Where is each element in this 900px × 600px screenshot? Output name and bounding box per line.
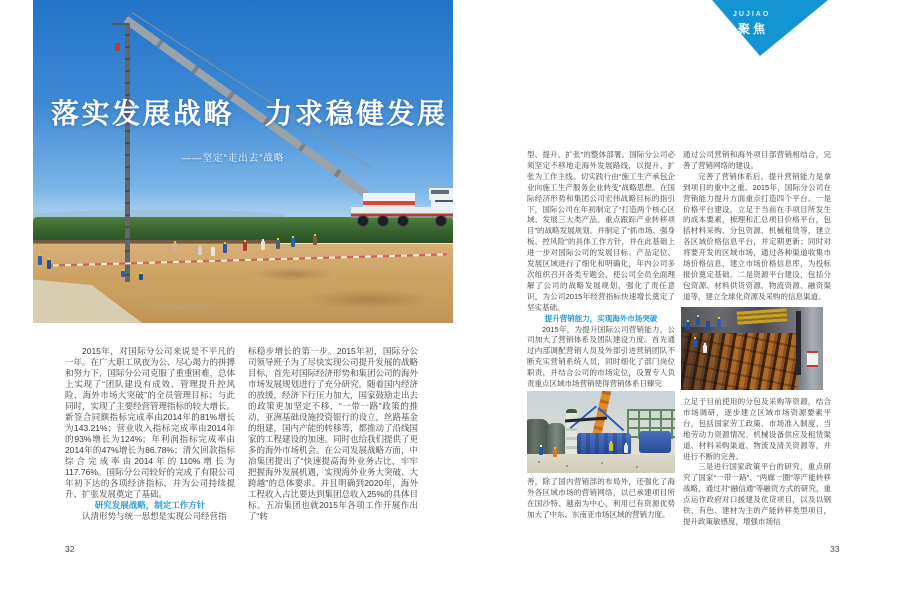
page-number-33: 33 [830,544,840,554]
mast-arm [112,23,130,25]
article-headline: 落实发展战略 力求稳健发展 [51,98,448,129]
photo-crane-lifting-equipment [527,391,675,473]
worker-figure [243,242,247,251]
body-paragraph: 2015年，为提升国际公司营销能力，公司加大了营销体系及团队建设力度。首先通过内部调配营销人员及外部引进营销团队不断充实营销系统人员，同时细化了部门岗位职责，并结合公司的市场定位，设置专人负责重点区域市场营销使得营销体系日臻完 [527,324,675,389]
worker-figure [686,322,690,330]
worker-figure [696,317,700,325]
safety-sign [807,351,818,367]
tarp-folds [577,433,631,455]
page32-column-2 [248,346,418,522]
worker-figure [706,321,710,329]
body-paragraph: 标稳步增长的第一步。2015年初，国际分公司领导班子为了尽快实现公司提升发展的战略目标，首先对国际经济形势和集团公司的海外市场发展规划进行了充分研究。随着国内经济的放缓，经济下行压力加大，国家鼓励走出去的政策更加坚定不移，“一带一路”政策的推动，亚洲基础设施投资银行的设立，丝路基金的组建，国内产能的转移等，都推动了沿线国家的工程建设的加速。同时也给我们提供了更多的海外市场机会。在公司发展战略方面，中冶集团提出了“快速提高海外业务占比，牢牢把握海外发展机遇，实现海外业务大突破、大跨越”的总体要求。并且明确到2020年，海外工程收入占比要达到集团总收入25%的具体目标。五冶集团也就2015年各项工作开展作出了“转 [248,346,419,521]
distant-truck [429,188,453,200]
body-paragraph: 三是进行国家政策平台的研究，重点研究了国家“一带一路”、“两廊一圈”等产能转移战略，通过对“融信通”等融资方式的研究，重点运作政府对口援建及优贷项目，以及以钢铁、有色、建材为主的产能转移类型项目，提升政策敏感度，增强市场信 [683,462,831,526]
section-heading: 研究发展战略，制定工作方针 [94,500,206,510]
crane-house [363,193,415,208]
body-paragraph: 型、提升、扩张”的整体部署。国际分公司必须坚定不移地走海外发展路线，以提升、扩张为工作主线。切实践行由“施工生产承包企业向施工生产服务企业转变”战略思想。在国际经济形势和集团公司宏伟战略目标的指引下，国际公司在年初制定了“打造两个核心区域、发展三大类产品、重点跟踪产业转移项目”的战略发展规划。并制定了“抓市场、强身板、控风险”的具体工作方针，并在此基础上进一步对国际公司的发展目标、产品定位、发展区域进行了细化和明确化，年内公司多次组织召开各类专题会，使公司全员全面理解了公司的战略发展规划，强化了责任意识，为公司2015年经营指标快速增长奠定了坚实基础。 [527,150,675,312]
worker-figure [539,447,543,455]
page-number-32: 32 [65,544,75,554]
worker-figure [703,345,707,353]
worker-figure [47,260,51,269]
hero-photo-construction-site [33,0,453,323]
body-paragraph: 完善了营销体系后，提升营销能力是拿到项目的重中之重。2015年，国际分公司在营销能力提升方面重点打造四个平台。一是价格平台建设，立足于当前在手项目所发生的成本要素，梳理和汇总项目价格平台，包括材料采购、分包资源、机械租赁等，建立各区域价格信息平台，并定期更新；同时对将要开发的区域市场，通过各种渠道收集市场价格信息，建立市场价格信息库，为投标报价奠定基础。二是资源平台建设，包括分包资源、材料供货资源、物流资源、融资渠道等，建立全球化资源及采购的信息渠道。 [683,171,831,301]
body-paragraph: 通过公司营销和海外项目部营销相结合，完善了营销网络的建设。 [683,150,831,170]
blue-tarp-equipment [639,431,671,453]
mast-cable [117,25,118,43]
truck-window [431,190,449,194]
worker-figure [717,319,721,327]
body-paragraph: 立足于目前使用的分包及采购等资源，结合市场调研，逐步建立区域市场资源要素平台，包括国家劳工政策、市场准入制度、当地劳动力资源情况、机械设备供应及租赁渠道、材料采购渠道、物流及清关资源等，并进行不断的完善。 [683,397,831,461]
concrete-ground [527,454,675,473]
photo-steel-beams-workshop [681,307,823,390]
page33-column-2 [683,150,831,303]
body-paragraph: 认清形势与统一思想是实现公司经营指 [82,511,227,521]
worker-figure-crouching [139,274,143,280]
page33-column-1-continued [527,477,675,521]
worker-figure [38,256,42,265]
worker-figure [624,445,628,453]
worker-figure [223,244,227,253]
corner-label-text: 聚焦 [738,22,769,36]
worker-figure [261,241,265,250]
page33-column-2-continued [683,397,831,528]
wall-slot [796,311,801,375]
wheel [377,215,389,227]
red-hook [115,43,120,51]
worker-figure [609,443,613,451]
section-heading: 提升营销能力，实现海外市场突破 [544,313,658,323]
worker-figure [291,238,295,247]
worker-figure [276,240,280,249]
page32-column-1 [65,346,235,522]
article-subtitle: ——坚定“走出去”战略 [181,153,285,164]
wheel [435,215,447,227]
body-paragraph: 善，除了国内营销部的布局外，还强化了海外各区域市场的营销网络，以已承建项目所在国沙特、越南为中心，利用已有资源优势加大了中东、东南亚市场区域的营销力度。 [527,477,675,519]
worker-figure [313,236,317,245]
worker-figure [693,339,697,347]
body-paragraph: 2015年，对国际分公司来说是不平凡的一年。在广大职工夙夜为公、尽心竭力的拼搏和努力下，国际分公司克服了重重困难，总体上实现了“团队建设有成效、管理提升控风险、海外市场大突破”的全员管理目标；与此同时，实现了主要经营管理指标的较大增长。新签合同额指标完成率由2014年的81%增长为143.21%；营业收入指标完成率由2014年的93%增长为124%；年利润指标完成率由2014年的47%增长为86.78%；清欠回款指标综合完成率由2014年的110%增长为117.76%。国际分公司较好的完成了有限公司年初下达的各项经济指标，并为公司持续提升、扩张发展奠定了基础。 [65,346,236,499]
wheel [357,215,369,227]
worker-figure [211,247,215,256]
worker-figure [553,449,557,457]
page33-column-1 [527,150,675,390]
corner-triangle [700,0,840,60]
worker-figure [198,246,202,255]
storage-tank [527,419,549,455]
corner-pinyin-text: JUJIAO [733,11,771,18]
shadow-overlay [681,327,736,390]
worker-figure [173,243,177,252]
worker-figure-crouching [121,271,125,277]
corner-focus-badge [700,0,840,60]
wheel [397,215,409,227]
